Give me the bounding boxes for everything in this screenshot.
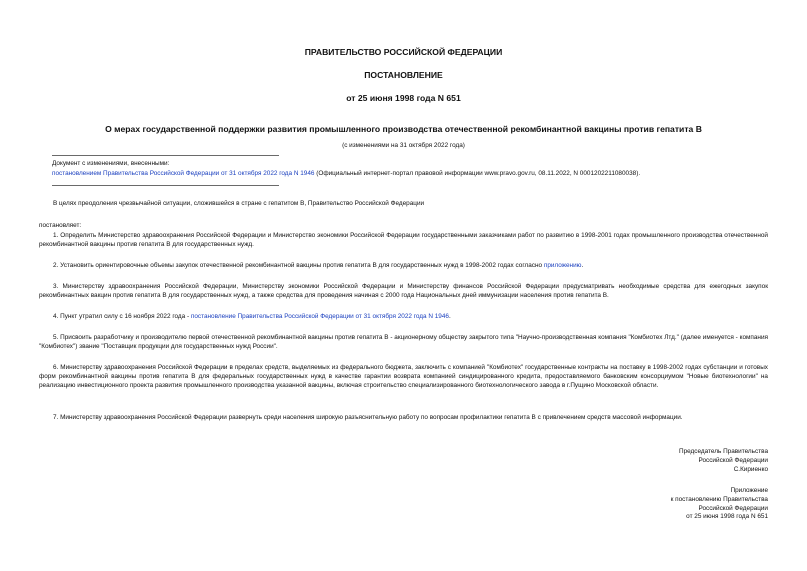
item-7: 7. Министерству здравоохранения Российской Федерации развернуть среди населения широкую разъяснительную работу по вопросам профилактики гепатита B с привлечением средств массовой информации.	[53, 414, 683, 421]
changes-top-rule	[52, 155, 279, 156]
changes-intro: Документ с изменениями, внесенными:	[52, 160, 170, 167]
appendix-ref: к постановлению Правительства	[670, 495, 768, 503]
amendment-source: (Официальный интернет-портал правовой информации www.pravo.gov.ru, 08.11.2022, N 0001202211080038).	[314, 170, 641, 177]
item-1: 1. Определить Министерство здравоохранения Российской Федерации и Министерство экономики Российской Федерации государственными заказчиками работ по развитию в 1998-2001 годах промышленного производства отечественной рекомбинантной вакцины против гепатита B для государственных нужд.	[39, 232, 768, 248]
item-2-text: 2. Установить ориентировочные объемы закупок отечественной рекомбинантной вакцины против гепатита B для государственных нужд в 1998-2002 годах согласно	[53, 262, 544, 269]
item-6: 6. Министерству здравоохранения Российской Федерации в пределах средств, выделяемых из федерального бюджета, заключить с компанией "Комбиотех" государственные контракты на поставку в 1998-2002 годах субстанции и готовых форм рекомбинантной вакцины против гепатита B для федеральных государственных нужд в качестве гарантии возврата компанией синдицированного кредита, предоставляемого банковским консорциумом "Новые биотехнологии" на реализацию инвестиционного проекта развития промышленного производства указанной вакцины, включая строительство специализированного биотехнологического завода в г.Пущино Московской области.	[39, 364, 768, 389]
changes-line	[52, 170, 640, 179]
changes-bottom-rule	[52, 185, 279, 186]
repeal-link[interactable]: постановление Правительства Российской Федерации от 31 октября 2022 года N 1946	[190, 313, 449, 320]
appendix-block	[508, 487, 768, 522]
item-4-text: 4. Пункт утратил силу с 16 ноября 2022 года -	[53, 313, 191, 320]
amendment-link[interactable]: постановлением Правительства Российской Федерации от 31 октября 2022 года N 1946	[52, 170, 315, 177]
document-date-number: от 25 июня 1998 года N 651	[346, 93, 461, 103]
item-5: 5. Присвоить разработчику и производителю первой отечественной рекомбинантной вакцины против гепатита B - акционерному обществу закрытого типа "Научно-производственная компания "Комбиотех Лтд." (далее именуется - компания "Комбиотех") звание "Поставщик продукции для государственных нужд России".	[39, 334, 768, 350]
item-4-end: .	[448, 313, 451, 320]
item-3: 3. Министерству здравоохранения Российской Федерации, Министерству экономики Российской Федерации и Министерству финансов Российской Федерации предусматривать необходимые средства для ежегодных закупок рекомбинантных вакцин против гепатита B для государственных нужд, а также средства для проведения начиная с 2000 года Национальных дней иммунизации населения против гепатита B.	[39, 283, 768, 299]
preamble: В целях преодоления чрезвычайной ситуации, сложившейся в стране с гепатитом B, Правительство Российской Федерации	[53, 200, 425, 207]
edition-note: (с изменениями на 31 октября 2022 года)	[342, 142, 465, 149]
appendix-label: Приложение	[730, 487, 768, 494]
signature-position: Председатель Правительства	[679, 448, 768, 455]
item-2	[39, 262, 768, 271]
document-title: О мерах государственной поддержки развития промышленного производства отечественной рекомбинантной вакцины против гепатита B	[105, 124, 702, 134]
document-type: ПОСТАНОВЛЕНИЕ	[364, 70, 443, 80]
appendix-link[interactable]: приложению	[543, 262, 582, 269]
signature-block	[508, 448, 768, 474]
government-heading: ПРАВИТЕЛЬСТВО РОССИЙСКОЙ ФЕДЕРАЦИИ	[304, 47, 503, 57]
item-4	[39, 313, 768, 322]
appendix-org: Российской Федерации	[698, 504, 768, 512]
signature-name: С.Кириенко	[733, 465, 768, 473]
signature-org: Российской Федерации	[698, 456, 768, 464]
appendix-date: от 25 июня 1998 года N 651	[686, 513, 768, 521]
resolves-word: постановляет:	[39, 222, 82, 229]
item-2-end: .	[581, 262, 584, 269]
